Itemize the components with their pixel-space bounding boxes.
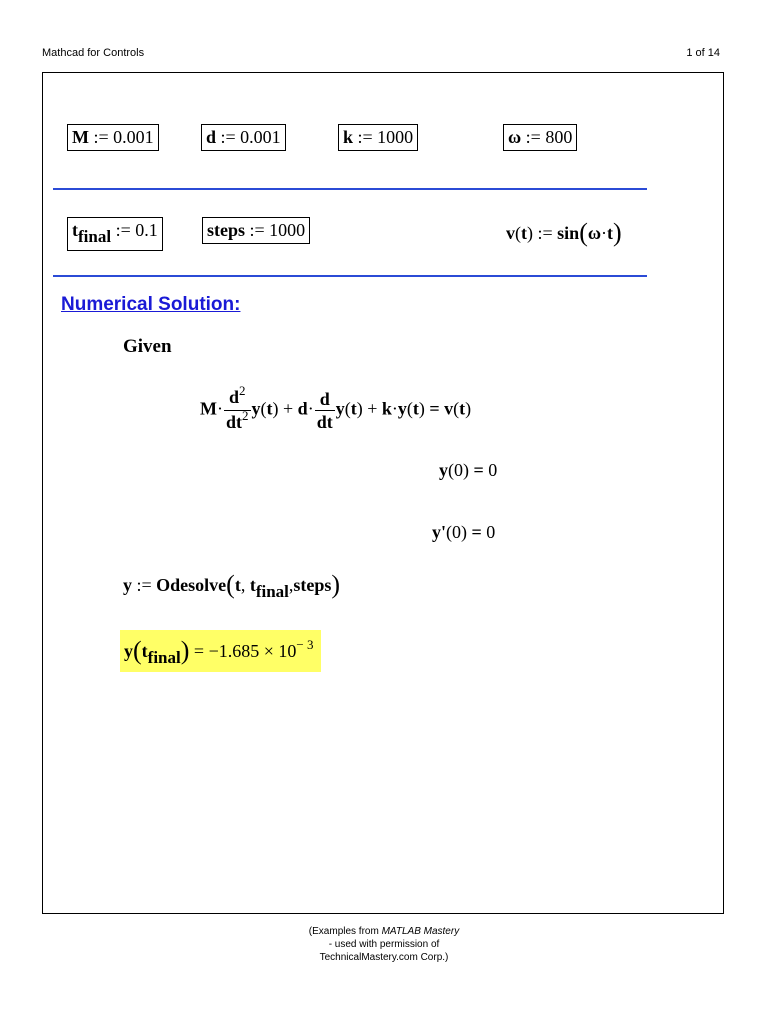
separator-line bbox=[53, 275, 647, 277]
def-steps[interactable]: steps := 1000 bbox=[202, 217, 310, 244]
section-heading: Numerical Solution: bbox=[61, 294, 241, 315]
second-derivative: $\frac{d^2}{dt^2}$ bbox=[226, 383, 249, 432]
ode-equation[interactable]: M· $\frac{d^2}{dt^2}$ y(t) + d· $\frac{d}{dt}$ y(t) + k·y(t) = v(t) bbox=[200, 386, 471, 435]
separator-line bbox=[53, 188, 647, 190]
def-tfinal[interactable]: tfinal := 0.1 bbox=[67, 217, 163, 251]
page-number: 1 of 14 bbox=[686, 47, 720, 59]
def-v[interactable]: v(t) := sin(ω·t) bbox=[506, 218, 622, 247]
initial-condition-y[interactable]: y(0) = 0 bbox=[439, 460, 498, 480]
worksheet-frame bbox=[42, 72, 724, 914]
def-M[interactable]: M := 0.001 bbox=[67, 124, 159, 151]
given-label: Given bbox=[123, 336, 172, 357]
initial-condition-yprime[interactable]: y'(0) = 0 bbox=[432, 522, 496, 542]
result-evaluation[interactable]: y(tfinal) = $-1.685 \times 10^{- 3}$ bbox=[120, 630, 321, 672]
def-d[interactable]: d := 0.001 bbox=[201, 124, 286, 151]
def-omega[interactable]: ω := 800 bbox=[503, 124, 577, 151]
first-derivative: $\frac{d}{dt}$ bbox=[316, 389, 333, 432]
odesolve-statement[interactable]: y := Odesolve(t, tfinal,steps) bbox=[123, 570, 341, 601]
document-title: Mathcad for Controls bbox=[42, 47, 145, 59]
def-k[interactable]: k := 1000 bbox=[338, 124, 418, 151]
footer-credit: (Examples from MATLAB Mastery - used with permission of TechnicalMastery.com Corp.) bbox=[308, 926, 460, 963]
